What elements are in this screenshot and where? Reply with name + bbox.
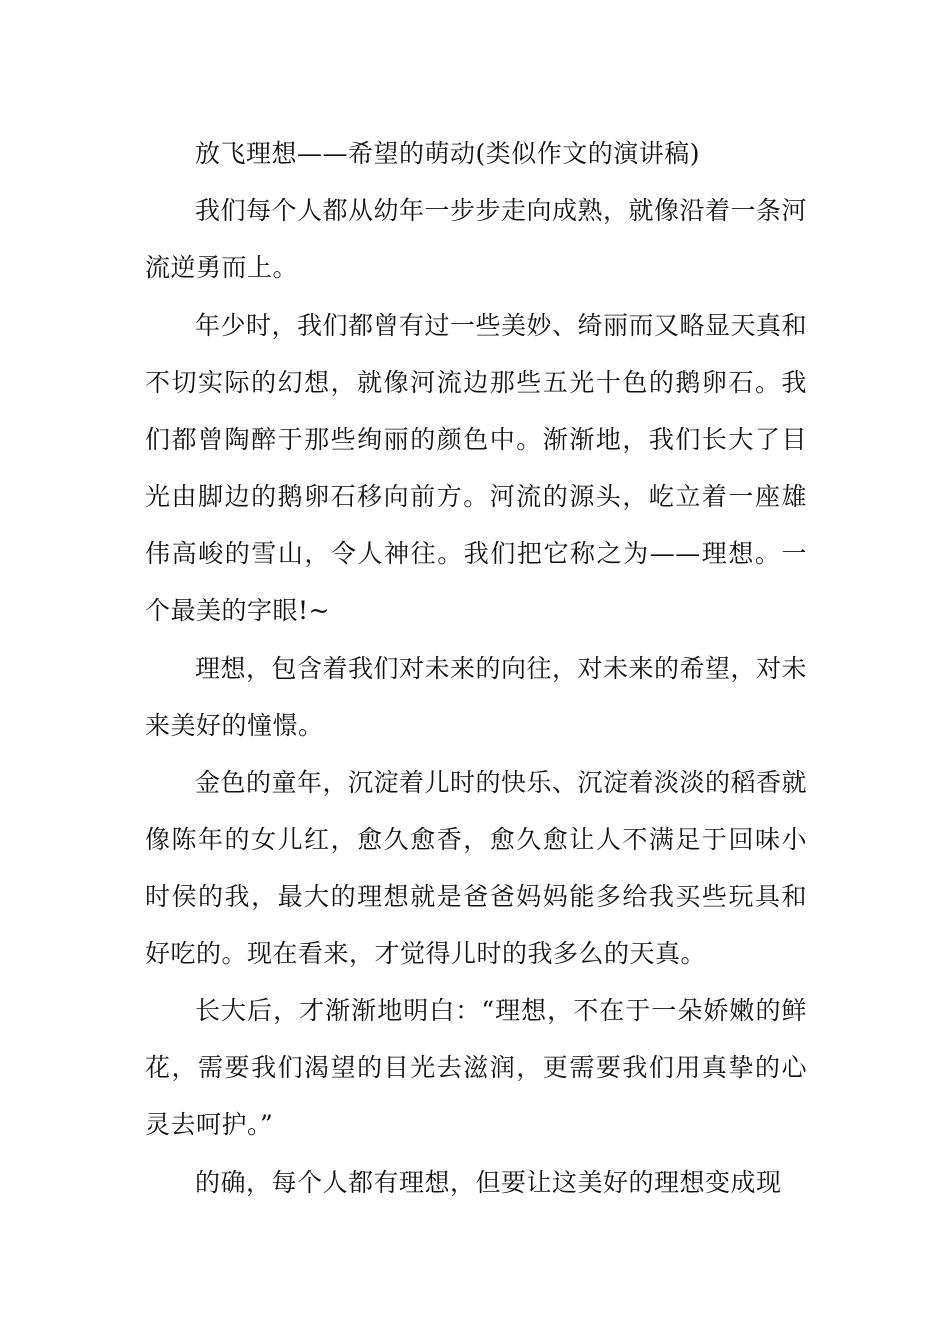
document-title: 放飞理想——希望的萌动(类似作文的演讲稿)	[195, 139, 701, 168]
paragraph-3: 理想，包含着我们对未来的向往，对未来的希望，对未来美好的憧憬。	[145, 654, 808, 740]
paragraph-1: 我们每个人都从幼年一步步走向成熟，就像沿着一条河流逆勇而上。	[145, 196, 808, 282]
paragraph-6: 的确，每个人都有理想，但要让这美好的理想变成现	[195, 1168, 782, 1197]
paragraph-4: 金色的童年，沉淀着儿时的快乐、沉淀着淡淡的稻香就像陈年的女儿红，愈久愈香，愈久愈让人不满足于回味小时侯的我，最大的理想就是爸爸妈妈能多给我买些玩具和好吃的。现在看来，才觉得儿时的我多么的天真。	[145, 768, 808, 968]
paragraph-5: 长大后，才渐渐地明白：“理想，不在于一朵娇嫩的鲜花，需要我们渴望的目光去滋润，更需要我们用真挚的心灵去呵护。”	[145, 996, 807, 1139]
paragraph-2: 年少时，我们都曾有过一些美妙、绮丽而又略显天真和不切实际的幻想，就像河流边那些五光十色的鹅卵石。我们都曾陶醉于那些绚丽的颜色中。渐渐地，我们长大了目光由脚边的鹅卵石移向前方。河流的源头，屹立着一座雄伟高峻的雪山，令人神往。我们把它称之为——理想。一个最美的字眼!~	[145, 311, 808, 625]
